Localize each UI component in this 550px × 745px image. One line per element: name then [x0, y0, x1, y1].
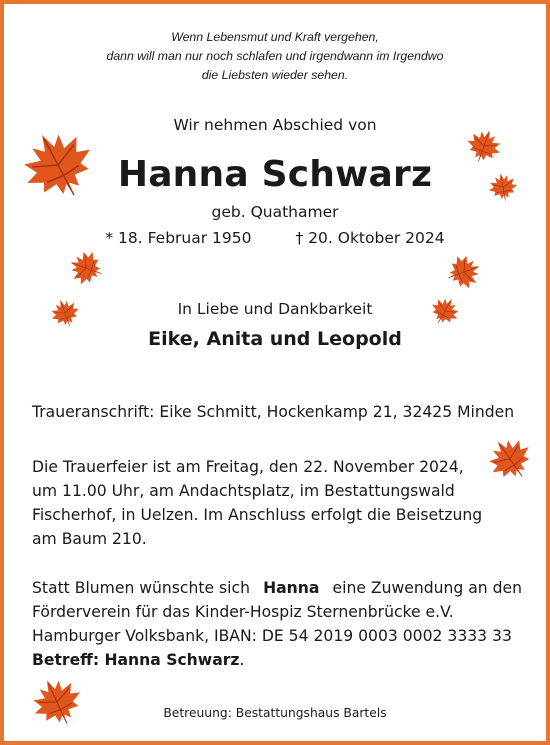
ceremony-line: um 11.00 Uhr, am Andachtsplatz, im Bestattungswald [32, 482, 455, 500]
ceremony-info [32, 455, 522, 551]
motto-line: Wenn Lebensmut und Kraft vergehen, [171, 30, 379, 44]
farewell-intro: Wir nehmen Abschied von [173, 116, 377, 134]
address-line: Traueranschrift: Eike Schmitt, Hockenkamp 21, 32425 Minden [32, 403, 515, 421]
mourning-address [32, 400, 522, 424]
ceremony-line: Die Trauerfeier ist am Freitag, den 22. November 2024, [32, 458, 464, 476]
ceremony-line: Fischerhof, in Uelzen. Im Anschluss erfolgt die Beisetzung [32, 506, 483, 524]
motto-line: die Liebsten wieder sehen. [201, 68, 349, 82]
birth-date: * 18. Februar 1950 [105, 229, 252, 247]
mourners-names: Eike, Anita und Leopold [148, 328, 402, 350]
maiden-name: geb. Quathamer [211, 203, 339, 221]
motto-verse [0, 28, 550, 85]
donation-line: Hamburger Volksbank, IBAN: DE 54 2019 0003 0002 3333 33 [32, 627, 512, 645]
deceased-name: Hanna Schwarz [117, 154, 433, 195]
donation-subject-line [32, 648, 522, 672]
funeral-home: Betreuung: Bestattungshaus Bartels [163, 706, 387, 720]
donation-line: Förderverein für das Kinder-Hospiz Sternenbrücke e.V. [32, 603, 454, 621]
death-date: † 20. Oktober 2024 [295, 229, 445, 247]
donation-text: Statt Blumen wünschte sich [32, 579, 250, 597]
motto-line: dann will man nur noch schlafen und irgendwann im Irgendwo [106, 49, 444, 63]
donation-text: eine Zuwendung an den [332, 579, 522, 597]
donation-name: Hanna [263, 579, 320, 597]
donation-line [32, 576, 522, 600]
ceremony-line: am Baum 210. [32, 530, 147, 548]
maple-leaf-icon [26, 676, 88, 728]
life-dates [0, 229, 550, 247]
donation-info [32, 576, 522, 672]
maple-leaf-icon [66, 250, 106, 286]
donation-subject-end: . [239, 651, 245, 669]
mourners-intro: In Liebe und Dankbarkeit [177, 300, 373, 318]
donation-subject: Betreff: Hanna Schwarz [32, 651, 240, 669]
maple-leaf-icon [444, 254, 484, 290]
